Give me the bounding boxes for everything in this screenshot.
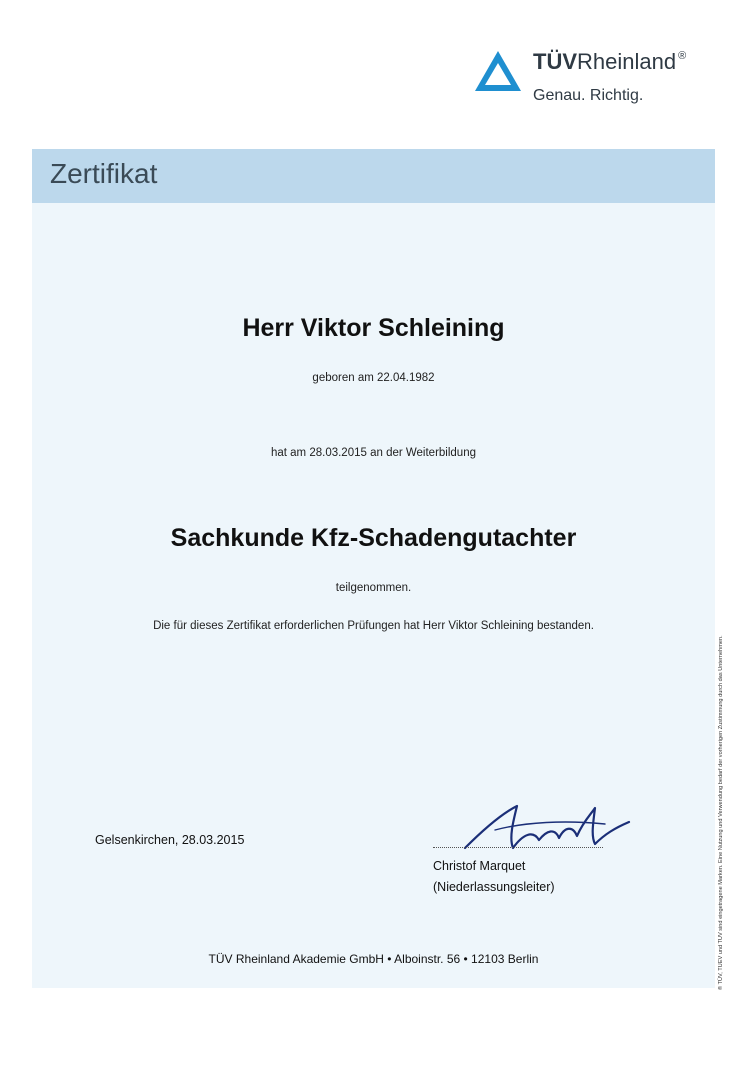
signer-block	[433, 856, 555, 898]
signature-icon	[455, 800, 635, 860]
signature-line	[433, 847, 603, 848]
birth-date: geboren am 22.04.1982	[312, 372, 435, 384]
attendance-text: hat am 28.03.2015 an der Weiterbildung	[270, 447, 476, 459]
page-title: Zertifikat	[50, 158, 158, 189]
brand-name: TÜVRheinland ®	[533, 49, 687, 74]
recipient-name: Herr Viktor Schleining	[242, 314, 505, 342]
tuv-logo	[473, 45, 723, 115]
title-band	[32, 149, 715, 203]
signer-name: Christof Marquet	[433, 859, 526, 873]
exam-text: Die für dieses Zertifikat erforderlichen Prüfungen hat Herr Viktor Schleining bestanden.	[153, 620, 594, 632]
issuer-address: TÜV Rheinland Akademie GmbH • Alboinstr. 56 • 12103 Berlin	[208, 952, 539, 966]
triangle-logo-icon	[473, 49, 523, 93]
participation-text: teilgenommen.	[335, 582, 412, 594]
course-title: Sachkunde Kfz-Schadengutachter	[170, 524, 577, 552]
legal-note: ® TÜV, TUEV und TUV sind eingetragene Marken. Eine Nutzung und Verwendung bedarf der vorherigen Zustimmung durch das Unternehmen.	[718, 635, 724, 990]
slogan: Genau. Richtig.	[533, 87, 644, 104]
place-date: Gelsenkirchen, 28.03.2015	[95, 833, 245, 847]
signer-role: (Niederlassungsleiter)	[433, 880, 555, 894]
